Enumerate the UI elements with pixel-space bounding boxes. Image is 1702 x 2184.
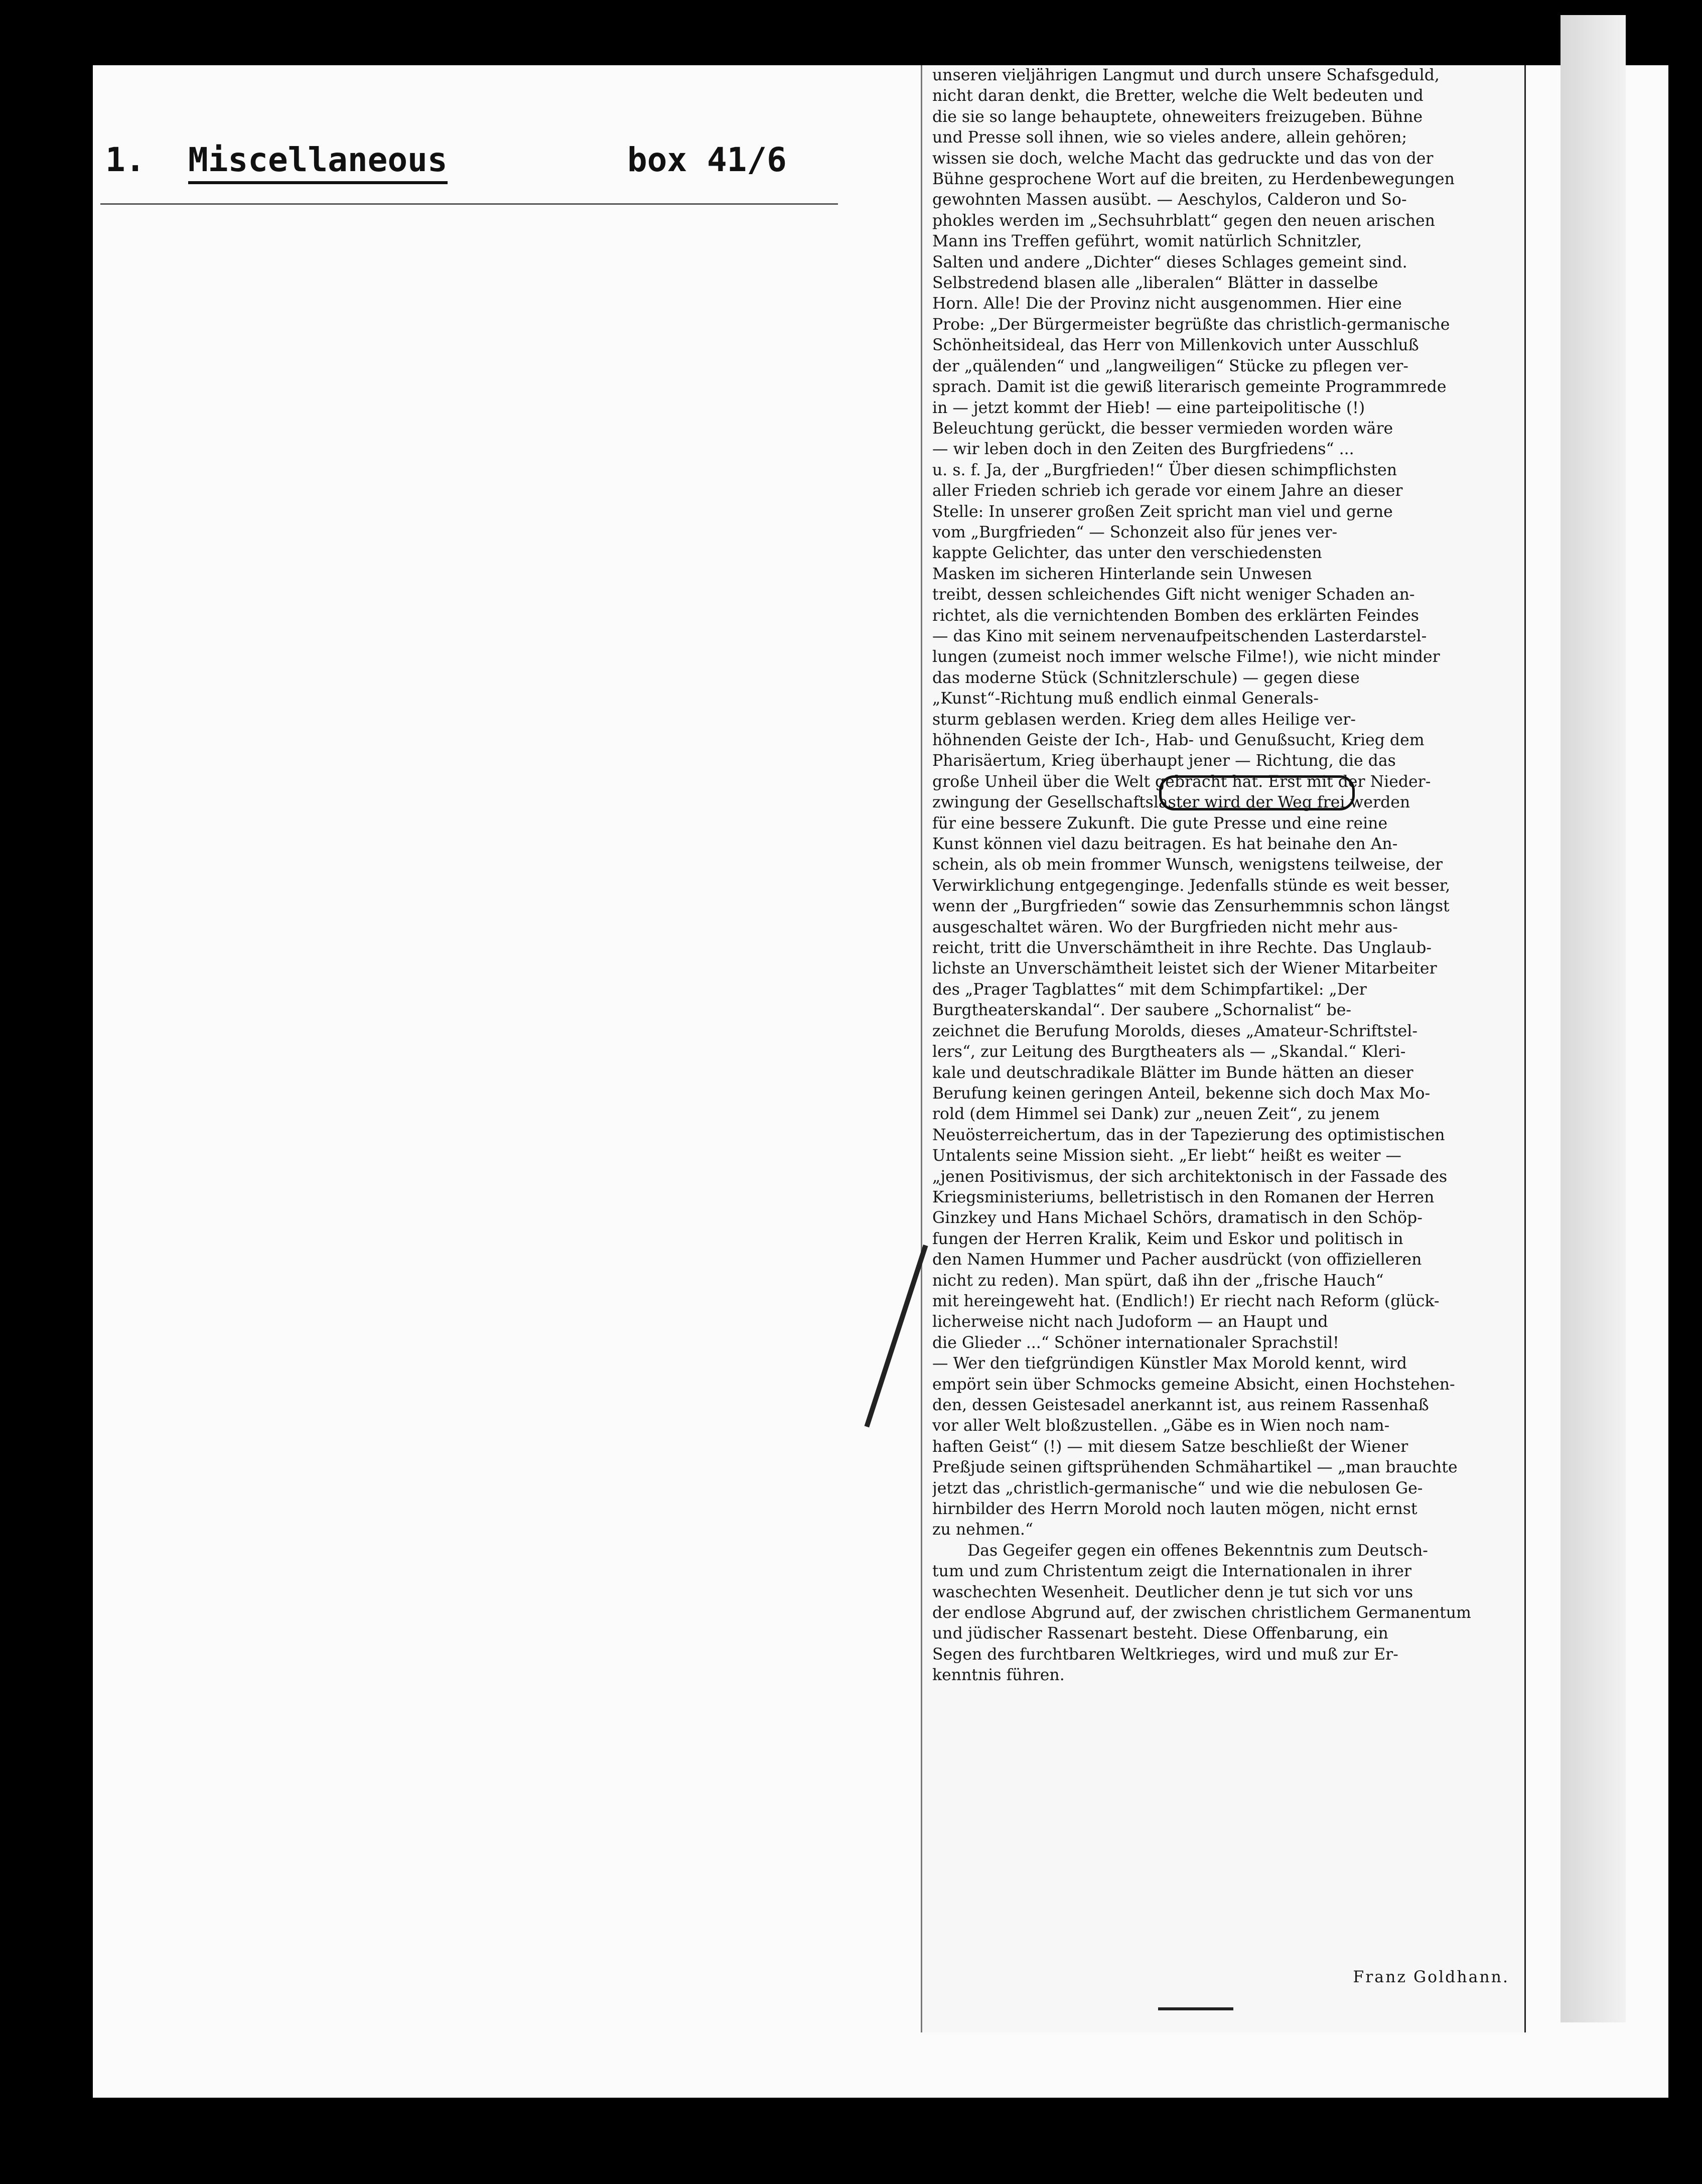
article-line: nicht daran denkt, die Bretter, welche die Welt bedeuten und <box>932 87 1424 105</box>
article-line: Das Gegeifer gegen ein offenes Bekenntnis zum Deutsch- <box>967 1541 1428 1560</box>
article-line: rold (dem Himmel sei Dank) zur „neuen Zeit“, zu jenem <box>932 1105 1380 1124</box>
article-line: Pharisäertum, Krieg überhaupt jener — Richtung, die das <box>932 752 1396 770</box>
article-line: Bühne gesprochene Wort auf die breiten, zu Herdenbewegungen <box>932 170 1455 189</box>
article-line: sprach. Damit ist die gewiß literarisch gemeinte Programmrede <box>932 378 1447 396</box>
page-shadow-edge <box>1561 15 1626 2022</box>
article-line: für eine bessere Zukunft. Die gute Presse und eine reine <box>932 814 1388 833</box>
article-line: zeichnet die Berufung Morolds, dieses „Amateur-Schriftstel- <box>932 1022 1417 1040</box>
article-line: kale und deutschradikale Blätter im Bunde hätten an dieser <box>932 1063 1413 1082</box>
article-line: Horn. Alle! Die der Provinz nicht ausgenommen. Hier eine <box>932 295 1402 313</box>
article-line: mit hereingeweht hat. (Endlich!) Er riecht nach Reform (glück- <box>932 1292 1440 1310</box>
pencil-circle-mark <box>1159 775 1355 810</box>
article-line: u. s. f. Ja, der „Burgfrieden!“ Über diesen schimpflichsten <box>932 461 1397 479</box>
folder-title: Miscellaneous <box>188 141 448 184</box>
article-line: Probe: „Der Bürgermeister begrüßte das christlich-germanische <box>932 315 1450 334</box>
article-line: das moderne Stück (Schnitzlerschule) — gegen diese <box>932 668 1360 687</box>
article-line: vom „Burgfrieden“ — Schonzeit also für jenes ver- <box>932 523 1338 541</box>
article-line: — Wer den tiefgründigen Künstler Max Morold kennt, wird <box>932 1354 1407 1373</box>
article-line: fungen der Herren Kralik, Keim und Eskor und politisch in <box>932 1230 1403 1248</box>
article-line: waschechten Wesenheit. Deutlicher denn je tut sich vor uns <box>932 1583 1413 1601</box>
article-line: Beleuchtung gerückt, die besser vermieden worden wäre <box>932 419 1393 438</box>
article-line: Ginzkey und Hans Michael Schörs, dramatisch in den Schöp- <box>932 1209 1423 1227</box>
article-line: höhnenden Geiste der Ich-, Hab- und Genußsucht, Krieg dem <box>932 731 1425 749</box>
article-line: Selbstredend blasen alle „liberalen“ Blätter in dasselbe <box>932 274 1378 293</box>
article-line: lungen (zumeist noch immer welsche Filme!), wie nicht minder <box>932 648 1440 666</box>
article-line: hirnbilder des Herrn Morold noch lauten mögen, nicht ernst <box>932 1500 1417 1519</box>
article-line: sturm geblasen werden. Krieg dem alles Heilige ver- <box>932 710 1356 729</box>
article-line: den, dessen Geistesadel anerkannt ist, aus reinem Rassenhaß <box>932 1396 1429 1414</box>
article-line: tum und zum Christentum zeigt die Internationalen in ihrer <box>932 1562 1411 1581</box>
article-line: „jenen Positivismus, der sich architektonisch in der Fassade des <box>932 1167 1448 1186</box>
newspaper-clipping <box>921 65 1526 2032</box>
article-line: die sie so lange behauptete, ohneweiters freizugeben. Bühne <box>932 107 1423 126</box>
article-line: schein, als ob mein frommer Wunsch, wenigstens teilweise, der <box>932 856 1443 874</box>
article-line: licherweise nicht nach Judoform — an Haupt und <box>932 1313 1328 1331</box>
article-line: Burgtheaterskandal“. Der saubere „Schornalist“ be- <box>932 1001 1352 1020</box>
article-line: empört sein über Schmocks gemeine Absicht, einen Hochstehen- <box>932 1375 1455 1394</box>
article-line: Berufung keinen geringen Anteil, bekenne sich doch Max Mo- <box>932 1084 1431 1103</box>
article-line: unseren vieljährigen Langmut und durch unsere Schafsgeduld, <box>932 66 1440 84</box>
article-line: zwingung der Gesellschaftslaster wird der Weg frei werden <box>932 793 1410 812</box>
article-line: reicht, tritt die Unverschämtheit in ihre Rechte. Das Unglaub- <box>932 939 1432 958</box>
folder-header <box>105 141 787 334</box>
article-line: phokles werden im „Sechsuhrblatt“ gegen den neuen arischen <box>932 211 1435 230</box>
article-line: Segen des furchtbaren Weltkrieges, wird und muß zur Er- <box>932 1645 1398 1664</box>
article-line: lichste an Unverschämtheit leistet sich der Wiener Mitarbeiter <box>932 960 1437 978</box>
end-rule <box>1158 2007 1233 2010</box>
article-line: vor aller Welt bloßzustellen. „Gäbe es in Wien noch nam- <box>932 1417 1390 1435</box>
article-line: wissen sie doch, welche Macht das gedruckte und das von der <box>932 149 1434 168</box>
article-line: Preßjude seinen giftsprühenden Schmähartikel — „man brauchte <box>932 1458 1458 1477</box>
article-line: Verwirklichung entgegenginge. Jedenfalls stünde es weit besser, <box>932 876 1451 895</box>
article-line: — das Kino mit seinem nervenaufpeitschenden Lasterdarstel- <box>932 627 1427 645</box>
article-line: richtet, als die vernichtenden Bomben des erklärten Feindes <box>932 606 1419 625</box>
article-line: die Glieder ...“ Schöner internationaler Sprachstil! <box>932 1333 1339 1352</box>
article-line: der endlose Abgrund auf, der zwischen christlichem Germanentum <box>932 1604 1471 1622</box>
article-line: nicht zu reden). Man spürt, daß ihn der „frische Hauch“ <box>932 1271 1384 1290</box>
article-line: kenntnis führen. <box>932 1666 1065 1685</box>
article-line: — wir leben doch in den Zeiten des Burgfriedens“ ... <box>932 440 1354 459</box>
article-line: kappte Gelichter, das unter den verschiedensten <box>932 544 1322 563</box>
article-line: den Namen Hummer und Pacher ausdrückt (von offizielleren <box>932 1251 1422 1269</box>
article-line: Neuösterreichertum, das in der Tapezierung des optimistischen <box>932 1126 1445 1144</box>
article-line: treibt, dessen schleichendes Gift nicht weniger Schaden an- <box>932 586 1415 604</box>
article-line: Untalents seine Mission sieht. „Er liebt“ heißt es weiter — <box>932 1147 1401 1165</box>
box-label: box 41/6 <box>627 141 787 179</box>
folder-number: 1. <box>105 141 146 179</box>
article-line: lers“, zur Leitung des Burgtheaters als — „Skandal.“ Kleri- <box>932 1043 1406 1061</box>
article-signature: Franz Goldhann. <box>1353 1968 1509 1986</box>
article-line: und Presse soll ihnen, wie so vieles andere, allein gehören; <box>932 128 1407 147</box>
article-line: ausgeschaltet wären. Wo der Burgfrieden nicht mehr aus- <box>932 918 1398 936</box>
article-line: aller Frieden schrieb ich gerade vor einem Jahre an dieser <box>932 482 1403 500</box>
article-line: in — jetzt kommt der Hieb! — eine parteipolitische (!) <box>932 398 1365 417</box>
article-line: des „Prager Tagblattes“ mit dem Schimpfartikel: „Der <box>932 980 1367 999</box>
article-line: Salten und andere „Dichter“ dieses Schlages gemeint sind. <box>932 253 1407 271</box>
article-line: jetzt das „christlich-germanische“ und wie die nebulosen Ge- <box>932 1479 1423 1497</box>
article-line: Kriegsministeriums, belletristisch in den Romanen der Herren <box>932 1188 1435 1206</box>
article-line: und jüdischer Rassenart besteht. Diese Offenbarung, ein <box>932 1624 1388 1643</box>
article-line: Mann ins Treffen geführt, womit natürlich Schnitzler, <box>932 232 1362 251</box>
header-divider <box>100 203 838 205</box>
article-body <box>932 65 1514 1686</box>
article-line: Kunst können viel dazu beitragen. Es hat beinahe den An- <box>932 835 1398 854</box>
article-line: wenn der „Burgfrieden“ sowie das Zensurhemmnis schon längst <box>932 897 1450 916</box>
article-line: Schönheitsideal, das Herr von Millenkovich unter Ausschluß <box>932 336 1419 355</box>
article-line: Stelle: In unserer großen Zeit spricht man viel und gerne <box>932 502 1393 521</box>
article-line: „Kunst“-Richtung muß endlich einmal Generals- <box>932 690 1319 708</box>
article-line: zu nehmen.“ <box>932 1521 1034 1539</box>
article-line: gewohnten Massen ausübt. — Aeschylos, Calderon und So- <box>932 191 1407 209</box>
article-line: große Unheil über die Welt gebracht hat. Erst mit der Nieder- <box>932 772 1431 791</box>
article-line: Masken im sicheren Hinterlande sein Unwesen <box>932 565 1312 583</box>
article-line: haften Geist“ (!) — mit diesem Satze beschließt der Wiener <box>932 1437 1408 1456</box>
article-line: der „quälenden“ und „langweiligen“ Stücke zu pflegen ver- <box>932 357 1408 375</box>
